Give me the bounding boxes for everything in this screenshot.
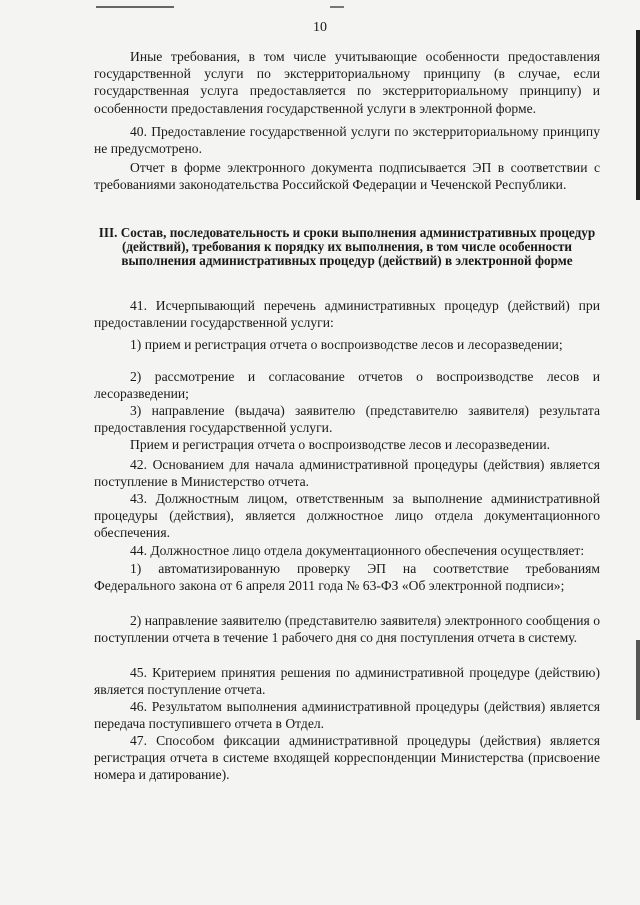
page-number: 10 xyxy=(313,20,327,35)
list-item: 45. Критерием принятия решения по административной процедуре (действию) является поступление отчета. xyxy=(94,665,600,698)
list-item: 41. Исчерпывающий перечень административных процедур (действий) при предоставлении государственной услуги: xyxy=(94,298,600,331)
list-item: Прием и регистрация отчета о воспроизводстве лесов и лесоразведении. xyxy=(130,437,551,452)
section-heading: III. Состав, последовательность и сроки выполнения административных процедур (действий), требования к порядку их выполнения, в том числе особенности выполнения административных процедур (действий) в электронной форме xyxy=(98,225,596,269)
list-item: 2) направление заявителю (представителю заявителя) электронного сообщения о поступлении отчета в течение 1 рабочего дня со дня поступления отчета в систему. xyxy=(94,613,600,646)
paragraph: 40. Предоставление государственной услуги по экстерриториальному принципу не предусмотрено. xyxy=(94,124,600,157)
list-item: 1) прием и регистрация отчета о воспроизводстве лесов и лесоразведении; xyxy=(130,337,563,352)
paragraph: Отчет в форме электронного документа подписывается ЭП в соответствии с требованиями законодательства Российской Федерации и Чеченской Республики. xyxy=(94,160,600,193)
list-item: 46. Результатом выполнения административной процедуры (действия) является передача поступившего отчета в Отдел. xyxy=(94,699,600,732)
list-item: 1) автоматизированную проверку ЭП на соответствие требованиям Федерального закона от 6 апреля 2011 года № 63-ФЗ «Об электронной подписи»; xyxy=(94,561,600,594)
scan-edge xyxy=(636,640,640,720)
list-item: 2) рассмотрение и согласование отчетов о воспроизводстве лесов и лесоразведении; xyxy=(94,369,600,402)
list-item: 47. Способом фиксации административной процедуры (действия) является регистрация отчета в системе входящей корреспонденции Министерства (присвоение номера и датирование). xyxy=(94,733,600,783)
list-item: 3) направление (выдача) заявителю (представителю заявителя) результата предоставления государственной услуги. xyxy=(94,403,600,436)
list-item: 42. Основанием для начала административной процедуры (действия) является поступление в Министерство отчета. xyxy=(94,457,600,490)
paragraph: Иные требования, в том числе учитывающие особенности предоставления государственной услуги по экстерриториальному принципу (в случае, если государственная услуга предоставляется по экстерриториальному принципу) и особенности предоставления государственной услуги в электронной форме. xyxy=(94,49,600,116)
scan-edge xyxy=(636,30,640,200)
scan-artifact xyxy=(330,6,344,8)
scan-artifact xyxy=(96,6,174,8)
list-item: 43. Должностным лицом, ответственным за выполнение административной процедуры (действия), является должностное лицо отдела документационного обеспечения. xyxy=(94,491,600,541)
list-item: 44. Должностное лицо отдела документационного обеспечения осуществляет: xyxy=(130,543,585,558)
